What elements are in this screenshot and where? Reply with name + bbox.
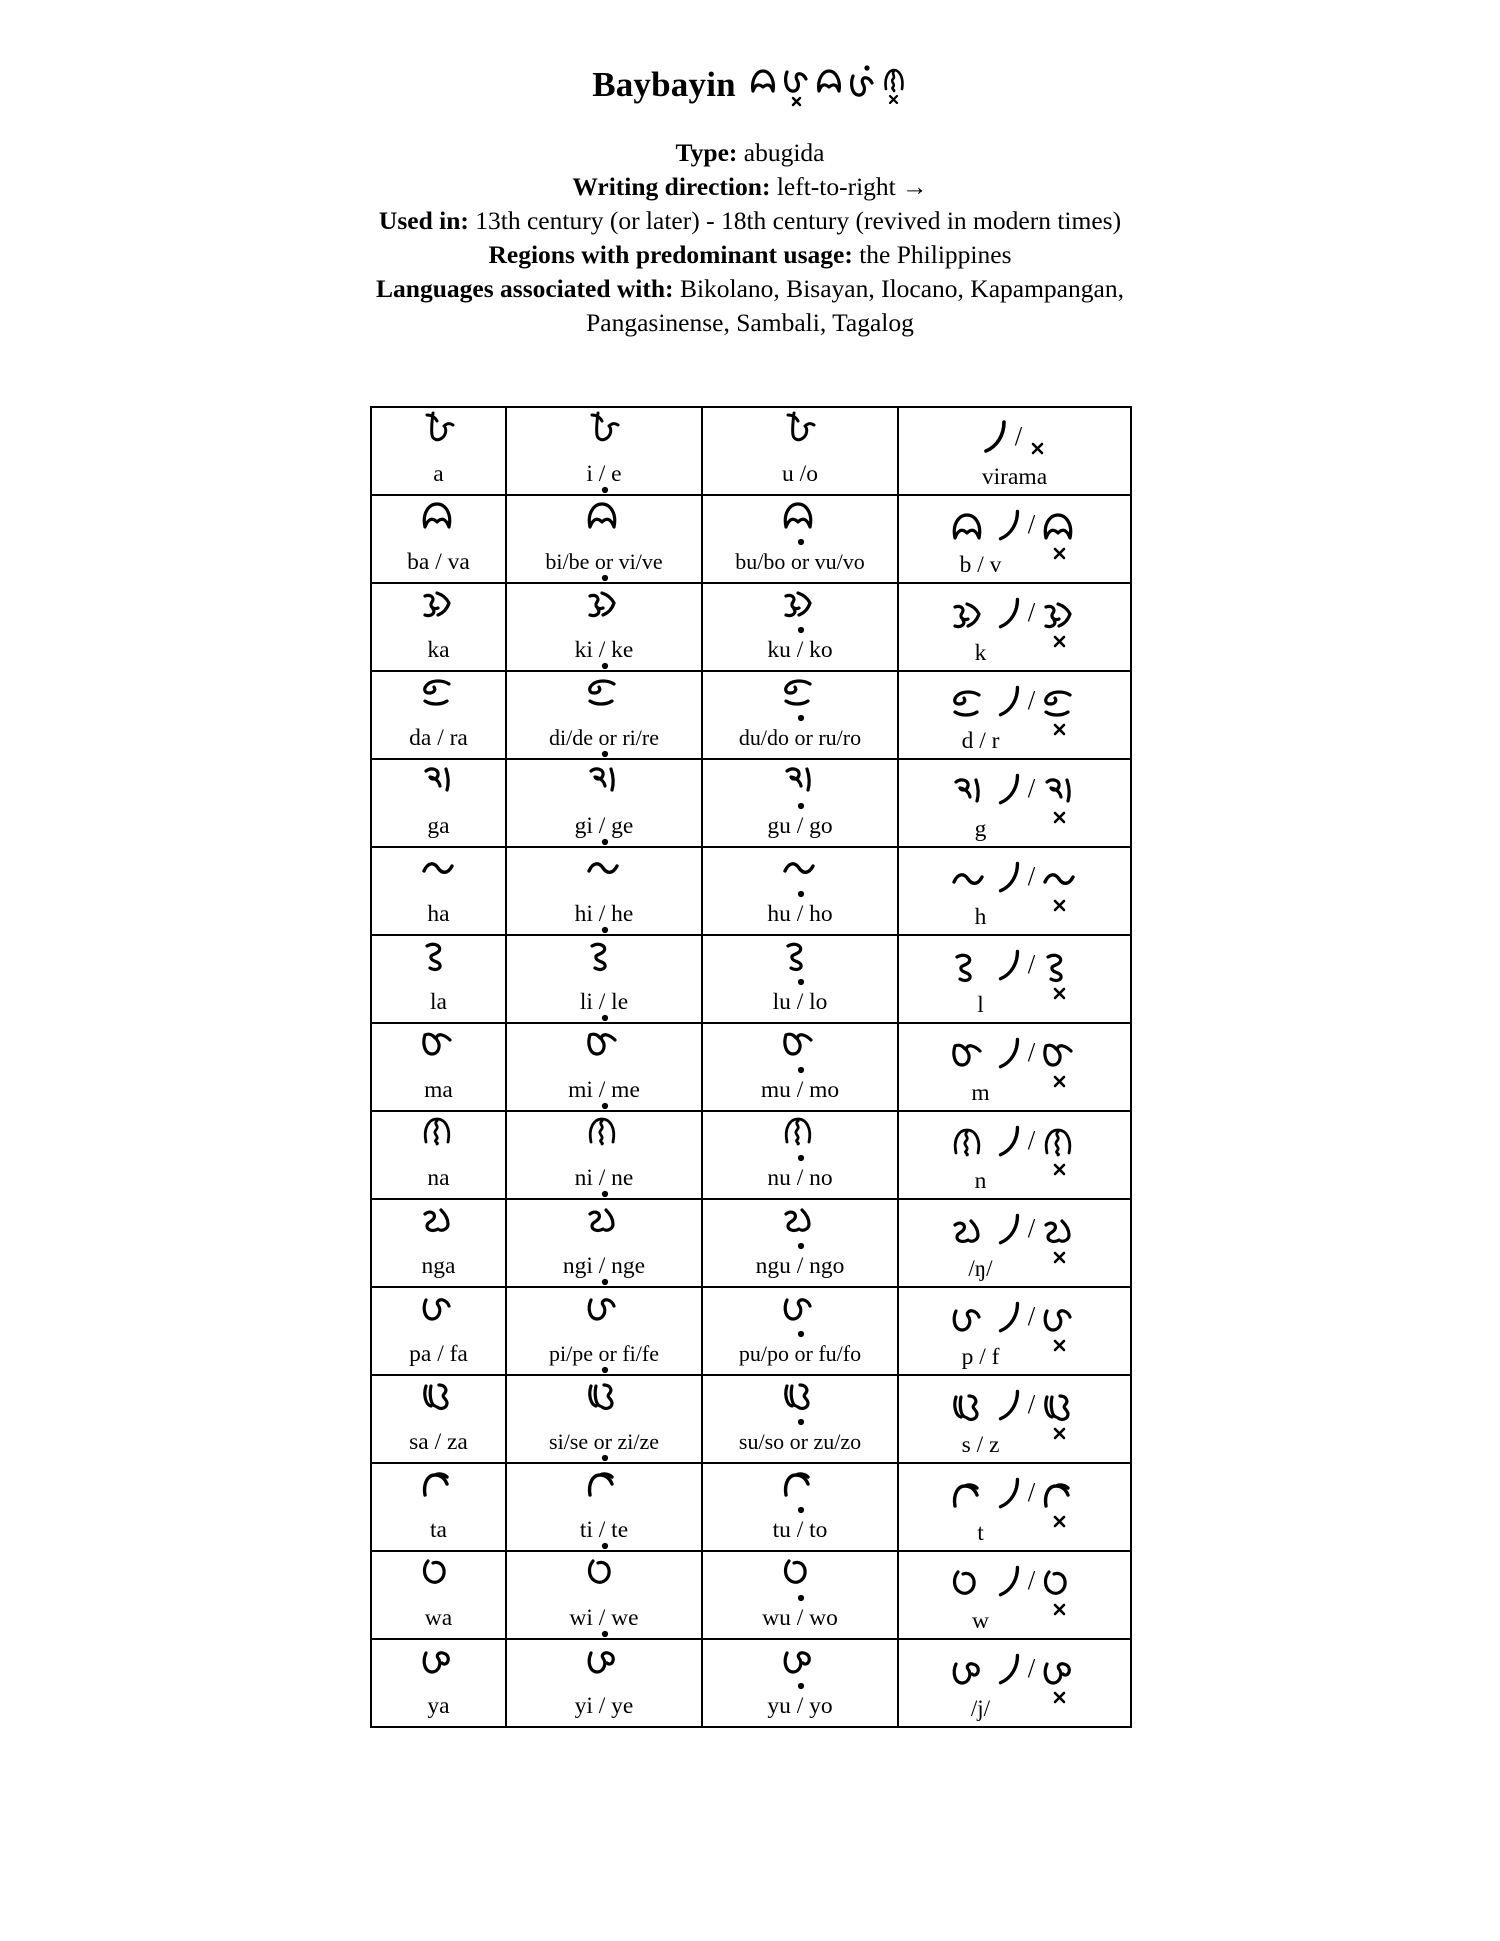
cell-uo-a xyxy=(702,407,898,495)
virama-marks xyxy=(947,1644,1083,1696)
separator-slash: / xyxy=(1027,1564,1036,1595)
cell-virama-wa xyxy=(898,1551,1131,1639)
virama-marks xyxy=(947,764,1083,816)
virama-stroke-icon xyxy=(993,1112,1025,1173)
glyph-ya-with-virama-stroke xyxy=(947,1638,991,1702)
virama-stroke-icon xyxy=(993,760,1025,821)
glyph-a-i-e xyxy=(582,413,626,459)
glyph-la-i-e xyxy=(582,941,626,987)
cell-uo-ya xyxy=(702,1639,898,1727)
glyph-ta-with-virama-stroke xyxy=(947,1462,991,1526)
romanization: pu/po or fu/fo xyxy=(738,1341,862,1366)
table-row xyxy=(371,1639,1131,1727)
meta-label-type: Type: xyxy=(675,138,744,167)
romanization: li / le xyxy=(579,989,629,1015)
romanization: gi / ge xyxy=(574,813,634,839)
separator-slash: / xyxy=(1027,772,1036,803)
meta-label-writing-direction: Writing direction: xyxy=(572,172,777,201)
meta-value-writing-direction: left-to-right → xyxy=(776,172,928,201)
glyph-sa-with-virama-cross xyxy=(1038,1374,1082,1438)
cell-ie-pa xyxy=(506,1287,702,1375)
virama-label: g xyxy=(974,816,987,842)
cell-uo-la xyxy=(702,935,898,1023)
cell-virama-ya xyxy=(898,1639,1131,1727)
glyph-ka-with-virama-stroke xyxy=(947,582,991,646)
glyph-wa xyxy=(417,1557,461,1603)
separator-slash: / xyxy=(1027,1300,1036,1331)
glyph-ma xyxy=(417,1029,461,1075)
romanization: bu/bo or vu/vo xyxy=(735,549,865,574)
separator-slash: / xyxy=(1027,948,1036,979)
cell-virama-ka xyxy=(898,583,1131,671)
glyph-nga-i-e xyxy=(582,1205,626,1251)
virama-marks xyxy=(947,676,1083,728)
cell-base-nga xyxy=(371,1199,506,1287)
glyph-ga-u-o xyxy=(778,765,822,811)
romanization: pa / fa xyxy=(409,1341,468,1367)
cell-base-ya xyxy=(371,1639,506,1727)
meta-value-regions: the Philippines xyxy=(859,240,1012,269)
meta-row-used-in xyxy=(0,204,1500,238)
glyph-pa xyxy=(417,1293,461,1339)
romanization: sa / za xyxy=(409,1429,468,1455)
cell-uo-ba xyxy=(702,495,898,583)
virama-label: h xyxy=(974,904,987,930)
meta-row-languages xyxy=(370,272,1130,340)
glyph-ba xyxy=(417,501,461,547)
romanization: ti / te xyxy=(579,1517,629,1543)
cell-uo-na xyxy=(702,1111,898,1199)
separator-slash: / xyxy=(1014,420,1023,451)
cell-base-ma xyxy=(371,1023,506,1111)
table-row xyxy=(371,671,1131,759)
glyph-la xyxy=(417,941,461,987)
virama-marks xyxy=(947,940,1083,992)
glyph-sa-u-o xyxy=(778,1381,822,1427)
glyph-ya xyxy=(417,1645,461,1691)
glyph-na xyxy=(417,1117,461,1163)
glyph-ba-i-e xyxy=(582,501,626,547)
romanization: gu / go xyxy=(767,813,833,839)
glyph-pa-with-virama-stroke xyxy=(947,1286,991,1350)
virama-stroke-icon xyxy=(993,1288,1025,1349)
cell-uo-ga xyxy=(702,759,898,847)
romanization: a xyxy=(433,461,444,487)
romanization: wu / wo xyxy=(762,1605,838,1631)
cell-base-ba xyxy=(371,495,506,583)
virama-label: b / v xyxy=(959,552,1002,578)
table-row xyxy=(371,935,1131,1023)
meta-label-languages: Languages associated with: xyxy=(376,274,680,303)
separator-slash: / xyxy=(1027,596,1036,627)
virama-marks xyxy=(978,412,1052,464)
virama-stroke-icon xyxy=(978,406,1012,470)
cell-ie-da xyxy=(506,671,702,759)
glyph-da-with-virama-cross xyxy=(1038,670,1082,734)
table-row xyxy=(371,847,1131,935)
glyph-na-i-e xyxy=(582,1117,626,1163)
table-row xyxy=(371,1199,1131,1287)
baybayin-syllabary-table xyxy=(370,406,1130,1728)
romanization: ni / ne xyxy=(574,1165,634,1191)
cell-ie-ba xyxy=(506,495,702,583)
glyph-la-with-virama-stroke xyxy=(947,934,991,998)
romanization: ngi / nge xyxy=(562,1253,646,1279)
virama-marks xyxy=(947,588,1083,640)
table-row xyxy=(371,1375,1131,1463)
cell-uo-pa xyxy=(702,1287,898,1375)
separator-slash: / xyxy=(1027,1124,1036,1155)
virama-stroke-icon xyxy=(993,1640,1025,1701)
cell-base-wa xyxy=(371,1551,506,1639)
virama-label: k xyxy=(974,640,987,666)
romanization: su/so or zu/zo xyxy=(738,1429,862,1454)
virama-label: w xyxy=(972,1608,989,1634)
glyph-ta-u-o xyxy=(778,1469,822,1515)
glyph-sa-i-e xyxy=(582,1381,626,1427)
cell-ie-ta xyxy=(506,1463,702,1551)
virama-label: d / r xyxy=(961,728,1000,754)
glyph-la-with-virama-cross xyxy=(1038,934,1082,998)
romanization: ku / ko xyxy=(767,637,833,663)
romanization: ya xyxy=(427,1693,450,1719)
cell-ie-sa xyxy=(506,1375,702,1463)
romanization: pi/pe or fi/fe xyxy=(549,1341,659,1366)
virama-stroke-icon xyxy=(993,1552,1025,1613)
cell-virama-da xyxy=(898,671,1131,759)
romanization: ki / ke xyxy=(574,637,634,663)
virama-label: virama xyxy=(981,464,1048,490)
romanization: u /o xyxy=(782,461,818,487)
virama-stroke-icon xyxy=(993,496,1025,557)
virama-stroke-icon xyxy=(993,584,1025,645)
cell-virama-sa xyxy=(898,1375,1131,1463)
table-row xyxy=(371,1551,1131,1639)
glyph-sa xyxy=(417,1381,461,1427)
meta-label-used-in: Used in: xyxy=(378,206,476,235)
glyph-ta-with-virama-cross xyxy=(1038,1462,1082,1526)
glyph-ga-i-e xyxy=(582,765,626,811)
glyph-ka-with-virama-cross xyxy=(1038,582,1082,646)
cell-ie-ga xyxy=(506,759,702,847)
glyph-nga xyxy=(417,1205,461,1251)
virama-marks xyxy=(947,1380,1083,1432)
virama-marks xyxy=(947,1204,1083,1256)
glyph-pa-with-virama-cross xyxy=(1038,1286,1082,1350)
glyph-nga-with-virama-cross xyxy=(1038,1198,1082,1262)
glyph-wa-with-virama-stroke xyxy=(947,1550,991,1614)
romanization: wa xyxy=(424,1605,453,1631)
romanization: mu / mo xyxy=(760,1077,840,1103)
romanization: ka xyxy=(427,637,450,663)
cell-uo-ha xyxy=(702,847,898,935)
virama-label: n xyxy=(974,1168,987,1194)
cell-base-sa xyxy=(371,1375,506,1463)
glyph-ma-u-o xyxy=(778,1029,822,1075)
romanization: wi / we xyxy=(569,1605,639,1631)
meta-label-regions: Regions with predominant usage: xyxy=(488,240,860,269)
glyph-ma-with-virama-stroke xyxy=(947,1022,991,1086)
page-title-text: Baybayin xyxy=(592,65,736,104)
separator-slash: / xyxy=(1027,1652,1036,1683)
table-row xyxy=(371,583,1131,671)
virama-cross-icon xyxy=(1025,406,1051,470)
romanization: ga xyxy=(427,813,450,839)
cell-uo-ta xyxy=(702,1463,898,1551)
separator-slash: / xyxy=(1027,1036,1036,1067)
cell-virama-na xyxy=(898,1111,1131,1199)
glyph-ha-u-o xyxy=(778,853,822,899)
meta-value-type: abugida xyxy=(743,138,825,167)
glyph-a xyxy=(417,413,461,459)
romanization: yi / ye xyxy=(574,1693,634,1719)
virama-stroke-icon xyxy=(993,1200,1025,1261)
romanization: di/de or ri/re xyxy=(549,725,659,750)
cell-virama-ba xyxy=(898,495,1131,583)
glyph-ga-with-virama-stroke xyxy=(947,758,991,822)
cell-ie-nga xyxy=(506,1199,702,1287)
glyph-ha-i-e xyxy=(582,853,626,899)
meta-value-languages: Bikolano, Bisayan, Ilocano, Kapampangan, Pangasinense, Sambali, Tagalog xyxy=(586,274,1124,337)
cell-virama-a xyxy=(898,407,1131,495)
cell-ie-wa xyxy=(506,1551,702,1639)
glyph-ya-u-o xyxy=(778,1645,822,1691)
virama-stroke-icon xyxy=(993,936,1025,997)
romanization: ta xyxy=(430,1517,447,1543)
glyph-na-with-virama-cross xyxy=(1038,1110,1082,1174)
cell-base-ta xyxy=(371,1463,506,1551)
glyph-ga-with-virama-cross xyxy=(1038,758,1082,822)
romanization: lu / lo xyxy=(772,989,828,1015)
virama-label: t xyxy=(977,1520,984,1546)
glyph-ma-with-virama-cross xyxy=(1038,1022,1082,1086)
title-script-glyphs xyxy=(748,63,908,107)
romanization: ngu / ngo xyxy=(755,1253,845,1279)
cell-uo-nga xyxy=(702,1199,898,1287)
virama-stroke-icon xyxy=(993,1376,1025,1437)
romanization: ba / va xyxy=(407,549,470,575)
cell-virama-ga xyxy=(898,759,1131,847)
cell-base-ga xyxy=(371,759,506,847)
glyph-ba-u-o xyxy=(778,501,822,547)
table-row xyxy=(371,1463,1131,1551)
virama-marks xyxy=(947,1292,1083,1344)
glyph-ya-with-virama-cross xyxy=(1038,1638,1082,1702)
cell-virama-ma xyxy=(898,1023,1131,1111)
romanization: i / e xyxy=(586,461,622,487)
virama-stroke-icon xyxy=(993,672,1025,733)
separator-slash: / xyxy=(1027,684,1036,715)
glyph-ta xyxy=(417,1469,461,1515)
table-row xyxy=(371,1287,1131,1375)
virama-marks xyxy=(947,852,1083,904)
virama-label: m xyxy=(971,1080,990,1106)
cell-base-ha xyxy=(371,847,506,935)
virama-label: p / f xyxy=(961,1344,1000,1370)
meta-row-regions xyxy=(0,238,1500,272)
virama-marks xyxy=(947,500,1083,552)
table-row xyxy=(371,1023,1131,1111)
glyph-ta-i-e xyxy=(582,1469,626,1515)
glyph-wa-u-o xyxy=(778,1557,822,1603)
glyph-ha-with-virama-stroke xyxy=(947,846,991,910)
glyph-ka xyxy=(417,589,461,635)
romanization: ma xyxy=(424,1077,453,1103)
glyph-nga-u-o xyxy=(778,1205,822,1251)
romanization: da / ra xyxy=(409,725,468,751)
glyph-na-u-o xyxy=(778,1117,822,1163)
virama-marks xyxy=(947,1116,1083,1168)
meta-row-type xyxy=(0,136,1500,170)
table-row xyxy=(371,759,1131,847)
virama-label: /j/ xyxy=(970,1696,991,1721)
romanization: hi / he xyxy=(574,901,634,927)
glyph-a-u-o xyxy=(778,413,822,459)
cell-ie-ma xyxy=(506,1023,702,1111)
cell-ie-la xyxy=(506,935,702,1023)
cell-uo-ma xyxy=(702,1023,898,1111)
meta-value-used-in: 13th century (or later) - 18th century (revived in modern times) xyxy=(475,206,1122,235)
cell-uo-ka xyxy=(702,583,898,671)
table-row xyxy=(371,495,1131,583)
cell-base-na xyxy=(371,1111,506,1199)
script-metadata xyxy=(0,136,1500,340)
table-row xyxy=(371,407,1131,495)
glyph-pa-u-o xyxy=(778,1293,822,1339)
cell-ie-a xyxy=(506,407,702,495)
glyph-ka-u-o xyxy=(778,589,822,635)
cell-ie-ha xyxy=(506,847,702,935)
cell-ie-na xyxy=(506,1111,702,1199)
virama-marks xyxy=(947,1028,1083,1080)
separator-slash: / xyxy=(1027,1212,1036,1243)
cell-virama-pa xyxy=(898,1287,1131,1375)
romanization: bi/be or vi/ve xyxy=(545,549,663,574)
romanization: si/se or zi/ze xyxy=(549,1429,659,1454)
romanization: nga xyxy=(421,1253,456,1279)
page-title xyxy=(0,62,1500,108)
glyph-ha xyxy=(417,853,461,899)
glyph-na-with-virama-stroke xyxy=(947,1110,991,1174)
cell-base-ka xyxy=(371,583,506,671)
virama-label: s / z xyxy=(961,1432,1000,1458)
glyph-ma-i-e xyxy=(582,1029,626,1075)
cell-uo-wa xyxy=(702,1551,898,1639)
cell-ie-ya xyxy=(506,1639,702,1727)
virama-marks xyxy=(947,1556,1083,1608)
glyph-da xyxy=(417,677,461,723)
cell-virama-la xyxy=(898,935,1131,1023)
virama-label: /ŋ/ xyxy=(968,1256,993,1281)
romanization: la xyxy=(430,989,447,1015)
glyph-la-u-o xyxy=(778,941,822,987)
glyph-ga xyxy=(417,765,461,811)
table-row xyxy=(371,1111,1131,1199)
romanization: yu / yo xyxy=(767,1693,833,1719)
glyph-nga-with-virama-stroke xyxy=(947,1198,991,1262)
romanization: mi / me xyxy=(568,1077,640,1103)
glyph-wa-i-e xyxy=(582,1557,626,1603)
cell-base-a xyxy=(371,407,506,495)
glyph-da-with-virama-stroke xyxy=(947,670,991,734)
separator-slash: / xyxy=(1027,1476,1036,1507)
romanization: ha xyxy=(427,901,450,927)
glyph-da-i-e xyxy=(582,677,626,723)
glyph-ba-with-virama-cross xyxy=(1038,494,1082,558)
glyph-sa-with-virama-stroke xyxy=(947,1374,991,1438)
cell-virama-nga xyxy=(898,1199,1131,1287)
cell-base-pa xyxy=(371,1287,506,1375)
cell-base-da xyxy=(371,671,506,759)
glyph-ka-i-e xyxy=(582,589,626,635)
virama-stroke-icon xyxy=(993,1464,1025,1525)
separator-slash: / xyxy=(1027,1388,1036,1419)
glyph-da-u-o xyxy=(778,677,822,723)
glyph-ya-i-e xyxy=(582,1645,626,1691)
separator-slash: / xyxy=(1027,508,1036,539)
romanization: hu / ho xyxy=(767,901,833,927)
glyph-ha-with-virama-cross xyxy=(1038,846,1082,910)
romanization: du/do or ru/ro xyxy=(738,725,862,750)
virama-stroke-icon xyxy=(993,848,1025,909)
cell-base-la xyxy=(371,935,506,1023)
separator-slash: / xyxy=(1027,860,1036,891)
cell-ie-ka xyxy=(506,583,702,671)
cell-virama-ta xyxy=(898,1463,1131,1551)
cell-uo-sa xyxy=(702,1375,898,1463)
romanization: na xyxy=(427,1165,450,1191)
glyph-pa-i-e xyxy=(582,1293,626,1339)
glyph-wa-with-virama-cross xyxy=(1038,1550,1082,1614)
glyph-ba-with-virama-stroke xyxy=(947,494,991,558)
cell-uo-da xyxy=(702,671,898,759)
romanization: nu / no xyxy=(767,1165,833,1191)
meta-row-writing-direction xyxy=(0,170,1500,204)
virama-stroke-icon xyxy=(993,1024,1025,1085)
virama-marks xyxy=(947,1468,1083,1520)
virama-label: l xyxy=(977,992,984,1018)
romanization: tu / to xyxy=(772,1517,828,1543)
cell-virama-ha xyxy=(898,847,1131,935)
